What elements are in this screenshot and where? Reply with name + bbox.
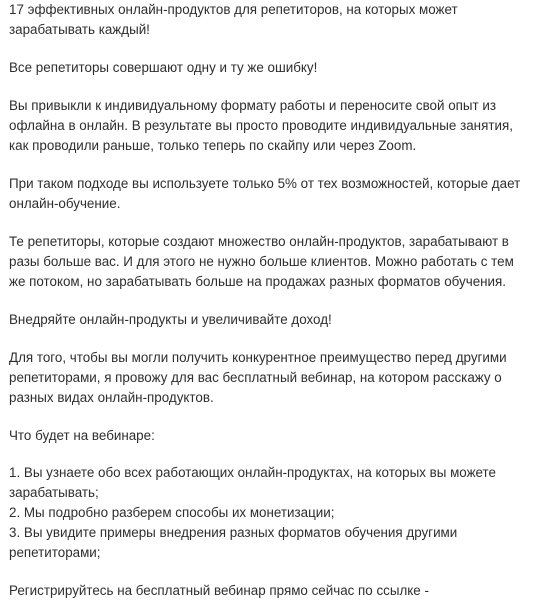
- list-item: 2. Мы подробно разберем способы их монетизации;: [9, 505, 335, 520]
- paragraph-register: Регистрируйтесь на бесплатный вебинар прямо сейчас по ссылке -: [9, 583, 429, 598]
- paragraph-line: онлайн-обучение.: [9, 196, 121, 211]
- paragraph-line: офлайна в онлайн. В результате вы просто проводите индивидуальные занятия,: [9, 118, 513, 133]
- list-item: зарабатывать;: [9, 485, 99, 500]
- post-text: [9, 0, 529, 601]
- paragraph-mistake: Все репетиторы совершают одну и ту же ошибку!: [9, 60, 318, 75]
- agenda-list: [9, 463, 529, 563]
- post-title: [9, 0, 529, 40]
- paragraph-line: репетиторами, я провожу для вас бесплатный вебинар, на котором расскажу о: [9, 370, 502, 385]
- paragraph-line: как проводили раньше, только теперь по скайпу или через Zoom.: [9, 138, 417, 153]
- title-line-2: зарабатывать каждый!: [9, 22, 150, 37]
- list-item: репетиторами;: [9, 545, 101, 560]
- paragraph-line: При таком подходе вы используете только 5% от тех возможностей, которые дает: [9, 176, 521, 191]
- paragraph-line: Вы привыкли к индивидуальному формату работы и переносите свой опыт из: [9, 98, 496, 113]
- title-line-1: 17 эффективных онлайн-продуктов для репетиторов, на которых может: [9, 2, 458, 17]
- paragraph-webinar: [9, 348, 529, 408]
- paragraph-approach: [9, 174, 529, 214]
- paragraph-line: Те репетиторы, которые создают множество онлайн-продуктов, зарабатывают в: [9, 234, 509, 249]
- list-item: 1. Вы узнаете обо всех работающих онлайн-продуктах, на которых вы можете: [9, 465, 496, 480]
- paragraph-agenda-heading: Что будет на вебинаре:: [9, 428, 155, 443]
- paragraph-call-to-action: Внедряйте онлайн-продукты и увеличивайте доход!: [9, 312, 332, 327]
- list-item: 3. Вы увидите примеры внедрения разных форматов обучения другими: [9, 525, 458, 540]
- paragraph-line: же потоком, но зарабатывать больше на продажах разных форматов обучения.: [9, 274, 506, 289]
- paragraph-line: Для того, чтобы вы могли получить конкурентное преимущество перед другими: [9, 350, 507, 365]
- paragraph-line: разных видах онлайн-продуктов.: [9, 390, 214, 405]
- paragraph-format: [9, 96, 529, 156]
- paragraph-line: разы больше вас. И для этого не нужно больше клиентов. Можно работать с тем: [9, 254, 514, 269]
- paragraph-tutors: [9, 232, 529, 292]
